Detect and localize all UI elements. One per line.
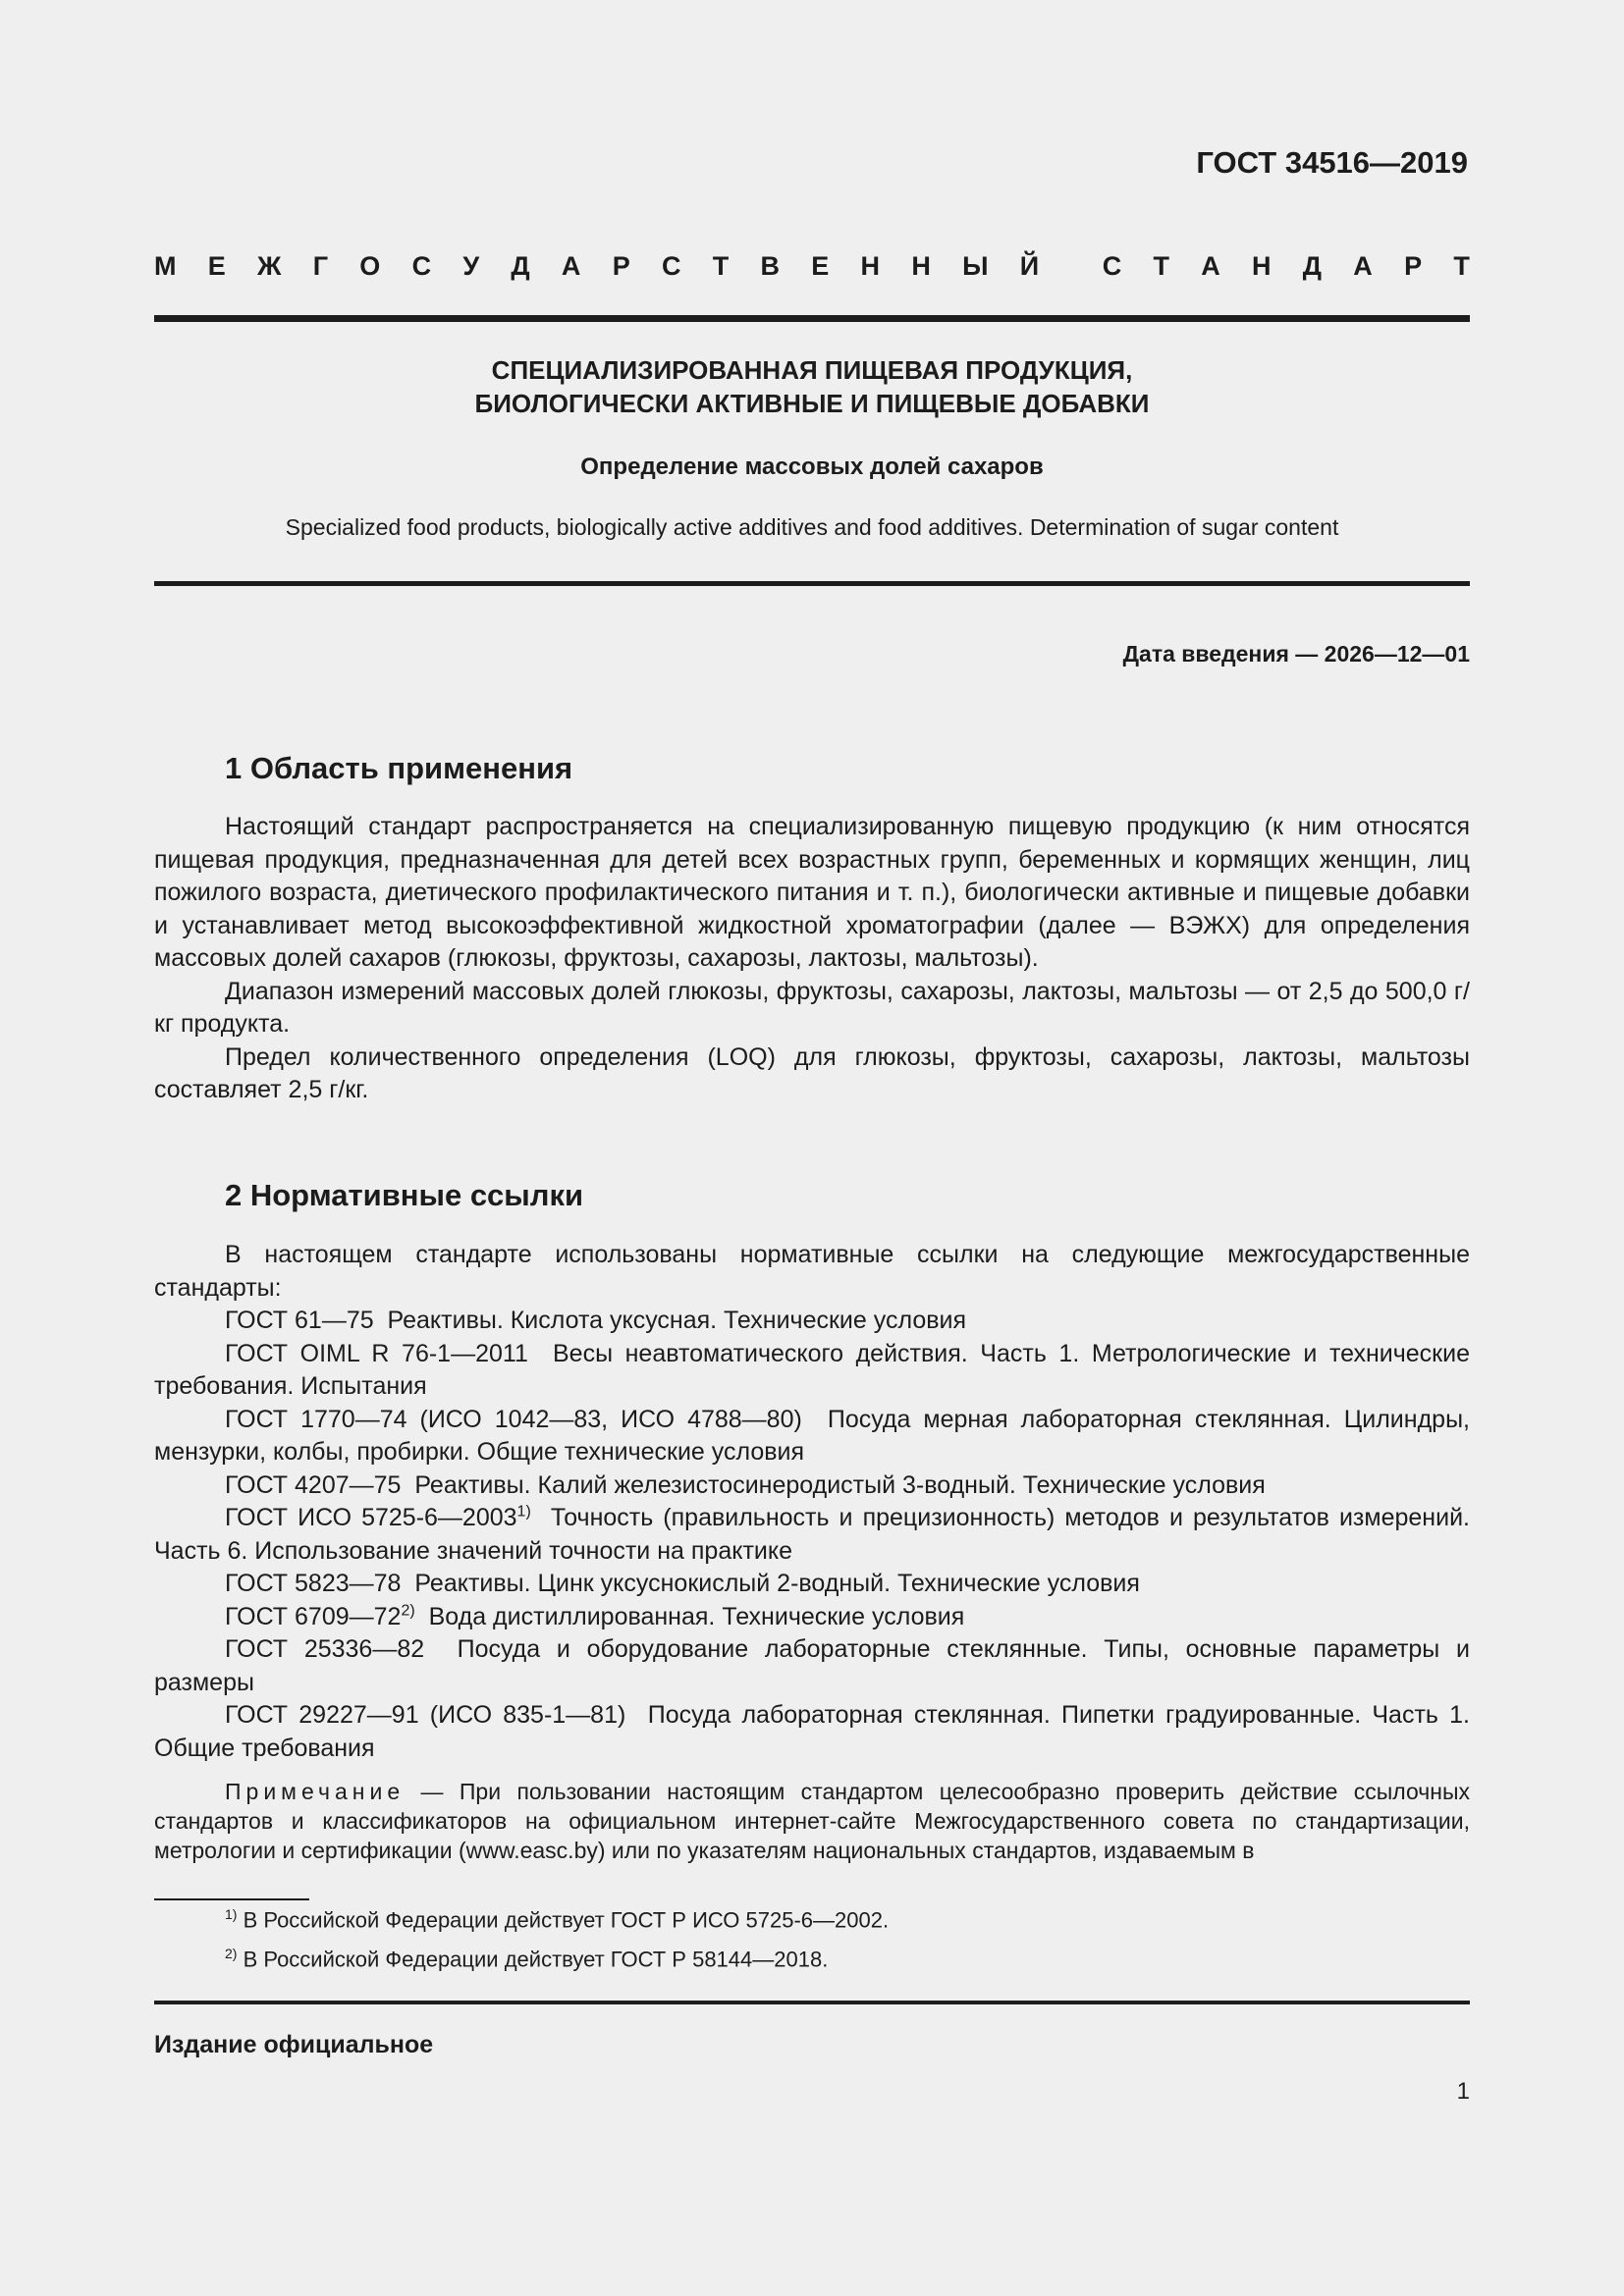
standard-type-letter: А [1353,251,1373,281]
standard-type-letter: М [154,251,177,281]
standard-type-letter: Н [860,251,881,281]
standard-type-letter: А [561,251,581,281]
english-title: Specialized food products, biologically active additives and food additives. Determination of sugar content [285,514,1339,540]
footnote-text: В Российской Федерации действует ГОСТ Р ИСО 5725-6—2002. [243,1907,890,1933]
footer-rule [154,2001,1470,2004]
standard-type-letter: Р [612,251,630,281]
normative-references-list [154,1305,1470,1765]
standard-type-letter: Т [1453,251,1470,281]
title-line-2: БИОЛОГИЧЕСКИ АКТИВНЫЕ И ПИЩЕВЫЕ ДОБАВКИ [474,389,1150,418]
section-1-paragraph: Предел количественного определения (LOQ) для глюкозы, фруктозы, сахарозы, лактозы, мальтозы составляет 2,5 г/кг. [154,1042,1470,1103]
standard-type-letter: У [462,251,480,281]
official-edition-label: Издание официальное [154,2031,434,2058]
standard-type-letter: С [661,251,681,281]
reference-title: Посуда мерная лабораторная стеклянная. Цилиндры, мензурки, колбы, пробирки. Общие технические условия [154,1405,1470,1466]
standard-type-letter: Й [1019,251,1040,281]
title-line-1: СПЕЦИАЛИЗИРОВАННАЯ ПИЩЕВАЯ ПРОДУКЦИЯ, [491,355,1133,385]
reference-code: ГОСТ ИСО 5725-6—2003 [225,1504,517,1531]
normative-reference [154,1338,1470,1404]
standard-type-letter: С [1102,251,1122,281]
standard-type-letter: Н [1252,251,1272,281]
footnote-2 [225,1946,828,1972]
section-2-heading: 2 Нормативные ссылки [225,1178,584,1212]
standard-type-letter: Е [811,251,830,281]
reference-code: ГОСТ OIML R 76-1—2011 [225,1339,528,1367]
standard-type-letter: О [359,251,381,281]
standard-type-letter: А [1201,251,1220,281]
reference-title: Реактивы. Цинк уксуснокислый 2-водный. Технические условия [414,1570,1140,1597]
normative-reference [154,1502,1470,1568]
reference-title: Посуда лабораторная стеклянная. Пипетки градуированные. Часть 1. Общие требования [154,1701,1470,1762]
reference-title: Весы неавтоматического действия. Часть 1. Метрологические и технические требования. Испытания [154,1339,1470,1400]
standard-type-letter: Ж [257,251,282,281]
introduction-date: Дата введения — 2026—12—01 [1122,641,1470,667]
section-1-paragraph: Настоящий стандарт распространяется на специализированную пищевую продукцию (к ним относятся пищевая продукция, предназначенная для детей всех возрастных групп, беременных и кормящих женщин, лиц пожилого возраста, диетического профилактического питания и т. п.), биологически активные и пищевые добавки и устанавливает метод высокоэффективной жидкостной хроматографии (далее — ВЭЖХ) для определения массовых долей сахаров (глюкозы, фруктозы, сахарозы, лактозы, мальтозы). [154,813,1470,972]
reference-code: ГОСТ 1770—74 (ИСО 1042—83, ИСО 4788—80) [225,1405,802,1433]
note-block [154,1777,1470,1865]
reference-title: Точность (правильность и прецизионность) методов и результатов измерений. Часть 6. Использование значений точности на практике [154,1504,1470,1565]
note-label: Примечание [225,1779,406,1804]
reference-code: ГОСТ 61—75 [225,1307,374,1334]
section-1-heading: 1 Область применения [225,751,573,785]
document-title [154,353,1470,420]
document-subtitle: Определение массовых долей сахаров [580,454,1044,480]
footnote-reference: 2) [401,1602,415,1620]
reference-code: ГОСТ 4207—75 [225,1470,402,1499]
reference-code: ГОСТ 25336—82 [225,1635,425,1663]
title-rule [154,581,1470,586]
standard-type-letter: В [760,251,780,281]
standard-type-letter: Н [911,251,931,281]
reference-code: ГОСТ 5823—78 [225,1570,402,1597]
normative-reference [154,1305,1470,1338]
normative-reference [154,1469,1470,1503]
reference-title: Реактивы. Кислота уксусная. Технические условия [387,1307,966,1334]
footnote-reference: 1) [516,1503,531,1521]
normative-reference [154,1699,1470,1765]
reference-code: ГОСТ 6709—72 [225,1602,402,1630]
section-1-paragraph: Диапазон измерений массовых долей глюкозы, фруктозы, сахарозы, лактозы, мальтозы — от 2,5 до 500,0 г/кг продукта. [154,977,1470,1038]
standard-type-letter: Е [207,251,226,281]
standard-type-letter: Т [1153,251,1169,281]
standard-type-letter: Т [712,251,730,281]
standard-type-letter: Г [312,251,329,281]
section-2-body [154,1239,1470,1765]
section-2-intro: В настоящем стандарте использованы нормативные ссылки на следующие межгосударственные стандарты: [154,1241,1470,1302]
standard-type-letter: С [411,251,432,281]
reference-code: ГОСТ 29227—91 (ИСО 835-1—81) [225,1701,626,1729]
section-1-body [154,811,1470,1107]
normative-reference [154,1404,1470,1469]
standard-type-letter: Д [1302,251,1323,281]
standard-type-letter: Ы [962,251,989,281]
footnote-mark: 1) [225,1906,238,1922]
normative-reference [154,1568,1470,1601]
reference-title: Вода дистиллированная. Технические условия [428,1602,965,1630]
page-number: 1 [1456,2078,1470,2105]
footnote-text: В Российской Федерации действует ГОСТ Р 58144—2018. [243,1947,829,1972]
note-paragraph [154,1777,1470,1865]
header-rule [154,315,1470,322]
note-text: — При пользовании настоящим стандартом целесообразно проверить действие ссылочных стандартов и классификаторов на официальном интернет-сайте Межгосударственного совета по стандартизации, метрологии и сертификации (www.easc.by) или по указателям национальных стандартов, издаваемым в [154,1779,1470,1863]
normative-reference [154,1601,1470,1634]
reference-title: Реактивы. Калий железистосинеродистый 3-водный. Технические условия [414,1470,1266,1499]
standard-type-heading [154,251,1470,282]
document-code: ГОСТ 34516—2019 [1196,145,1468,180]
reference-title: Посуда и оборудование лабораторные стеклянные. Типы, основные параметры и размеры [154,1635,1470,1696]
footnote-mark: 2) [225,1946,238,1961]
footnote-1 [225,1906,889,1933]
normative-reference [154,1633,1470,1699]
standard-type-letter: Д [511,251,530,281]
standard-type-letter: Р [1404,251,1423,281]
footnote-separator [154,1898,309,1900]
